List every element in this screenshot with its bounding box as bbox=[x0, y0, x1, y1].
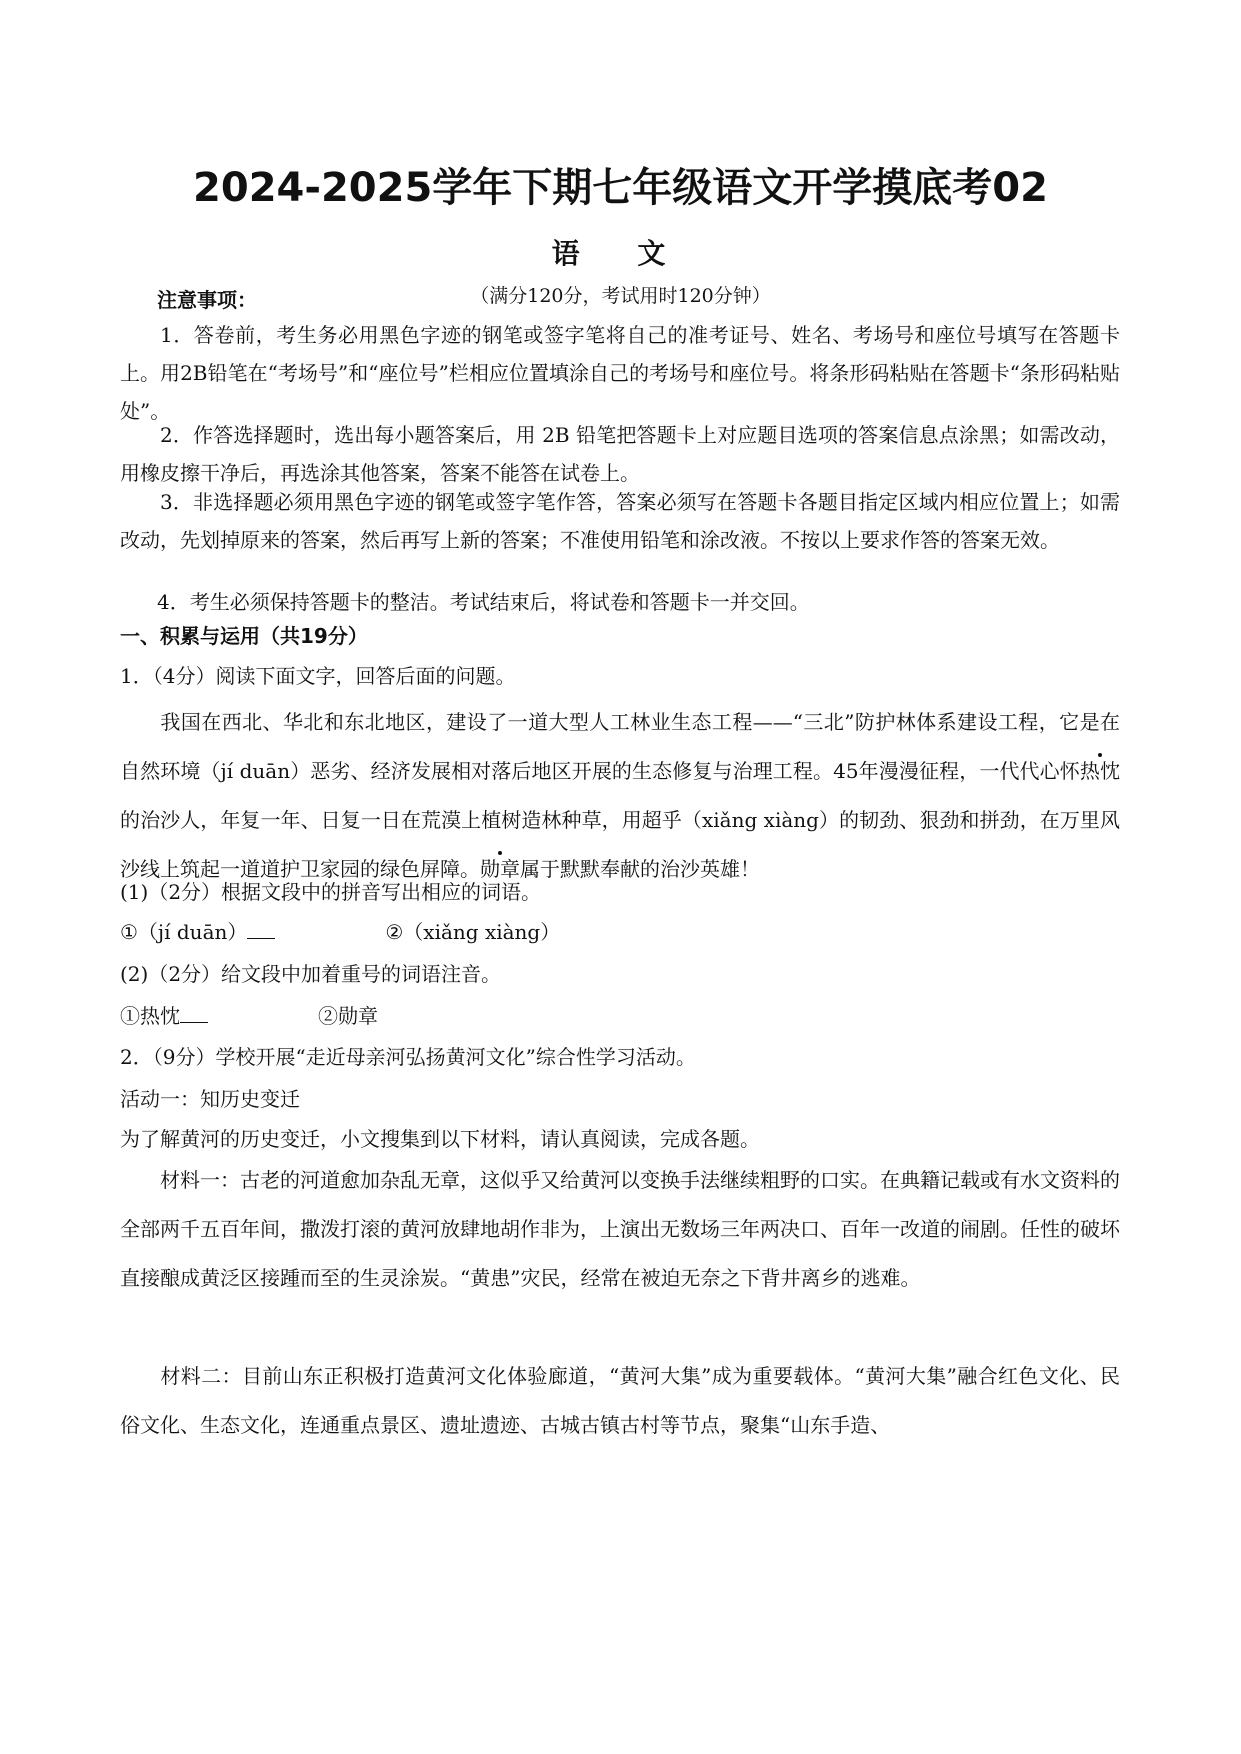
note-item-2: 2．作答选择题时，选出每小题答案后，用 2B 铅笔把答题卡上对应题目选项的答案信息点涂黑；如需改动，用橡皮擦干净后，再选涂其他答案，答案不能答在试卷上。 bbox=[120, 423, 1120, 485]
question-2-intro: 为了解黄河的历史变迁，小文搜集到以下材料，请认真阅读，完成各题。 bbox=[120, 1127, 760, 1151]
answer-blank[interactable] bbox=[247, 920, 275, 939]
note-item-4: 4．考生必须保持答题卡的整洁。考试结束后，将试卷和答题卡一并交回。 bbox=[157, 590, 810, 614]
subject-heading: 语 文 bbox=[551, 237, 690, 270]
emphasis-word-2: 勋章 bbox=[480, 857, 520, 881]
subquestion-2-answers: ①热忱 ②勋章 bbox=[120, 1004, 378, 1028]
section-heading: 一、积累与运用（共19分） bbox=[120, 624, 368, 648]
note-item-3: 3．非选择题必须用黑色字迹的钢笔或签字笔作答，答案必须写在答题卡各题目指定区域内相应位置上；如需改动，先划掉原来的答案，然后再写上新的答案；不准使用铅笔和涂改液。不按以上要求作答的答案无效。 bbox=[120, 490, 1120, 552]
activity-1-heading: 活动一：知历史变迁 bbox=[120, 1087, 300, 1111]
material-2: 材料二：目前山东正积极打造黄河文化体验廊道，“黄河大集”成为重要载体。“黄河大集”融合红色文化、民俗文化、生态文化，连通重点景区、遗址遗迹、古城古镇古村等节点，聚集“山东手造、 bbox=[120, 1364, 1120, 1437]
subquestion-1: (1)（2分）根据文段中的拼音写出相应的词语。 bbox=[120, 880, 542, 904]
exam-meta: （满分120分，考试用时120分钟） bbox=[470, 285, 771, 307]
note-item-1: 1．答卷前，考生务必用黑色字迹的钢笔或签字笔将自己的准考证号、姓名、考场号和座位号填写在答题卡上。用2B铅笔在“考场号”和“座位号”栏相应位置填涂自己的考场号和座位号。将条形码粘贴在答题卡“条形码粘贴处”。 bbox=[120, 323, 1120, 423]
answer-blank[interactable] bbox=[180, 1004, 208, 1023]
question-2-stem: 2．（9分）学校开展“走近母亲河弘扬黄河文化”综合性学习活动。 bbox=[120, 1045, 696, 1069]
exam-title: 2024-2025学年下期七年级语文开学摸底考02 bbox=[193, 165, 1048, 211]
subquestion-1-answers: ①（jí duān） ②（xiǎng xiàng） bbox=[120, 920, 561, 944]
emphasis-word-1: 热忱 bbox=[1079, 759, 1120, 783]
question-1-passage: 我国在西北、华北和东北地区，建设了一道大型人工林业生态工程——“三北”防护林体系建设工程，它是在自然环境（jí duān）恶劣、经济发展相对落后地区开展的生态修复与治理工程。45年漫漫征程，一代代心怀热忱的治沙人，年复一年、日复一日在荒漠上植树造林种草，用超乎（xiǎng xiàng）的韧劲、狠劲和拼劲，在万里风沙线上筑起一道道护卫家园的绿色屏障。勋章属于默默奉献的治沙英雄！ bbox=[120, 710, 1120, 881]
notes-heading: 注意事项： bbox=[157, 288, 257, 312]
subquestion-2: (2)（2分）给文段中加着重号的词语注音。 bbox=[120, 962, 502, 986]
question-1-stem: 1．（4分）阅读下面文字，回答后面的问题。 bbox=[120, 664, 516, 688]
material-1: 材料一：古老的河道愈加杂乱无章，这似乎又给黄河以变换手法继续粗野的口实。在典籍记载或有水文资料的全部两千五百年间，撒泼打滚的黄河放肆地胡作非为，上演出无数场三年两决口、百年一改道的闹剧。任性的破坏直接酿成黄泛区接踵而至的生灵涂炭。“黄患”灾民，经常在被迫无奈之下背井离乡的逃难。 bbox=[120, 1168, 1120, 1290]
